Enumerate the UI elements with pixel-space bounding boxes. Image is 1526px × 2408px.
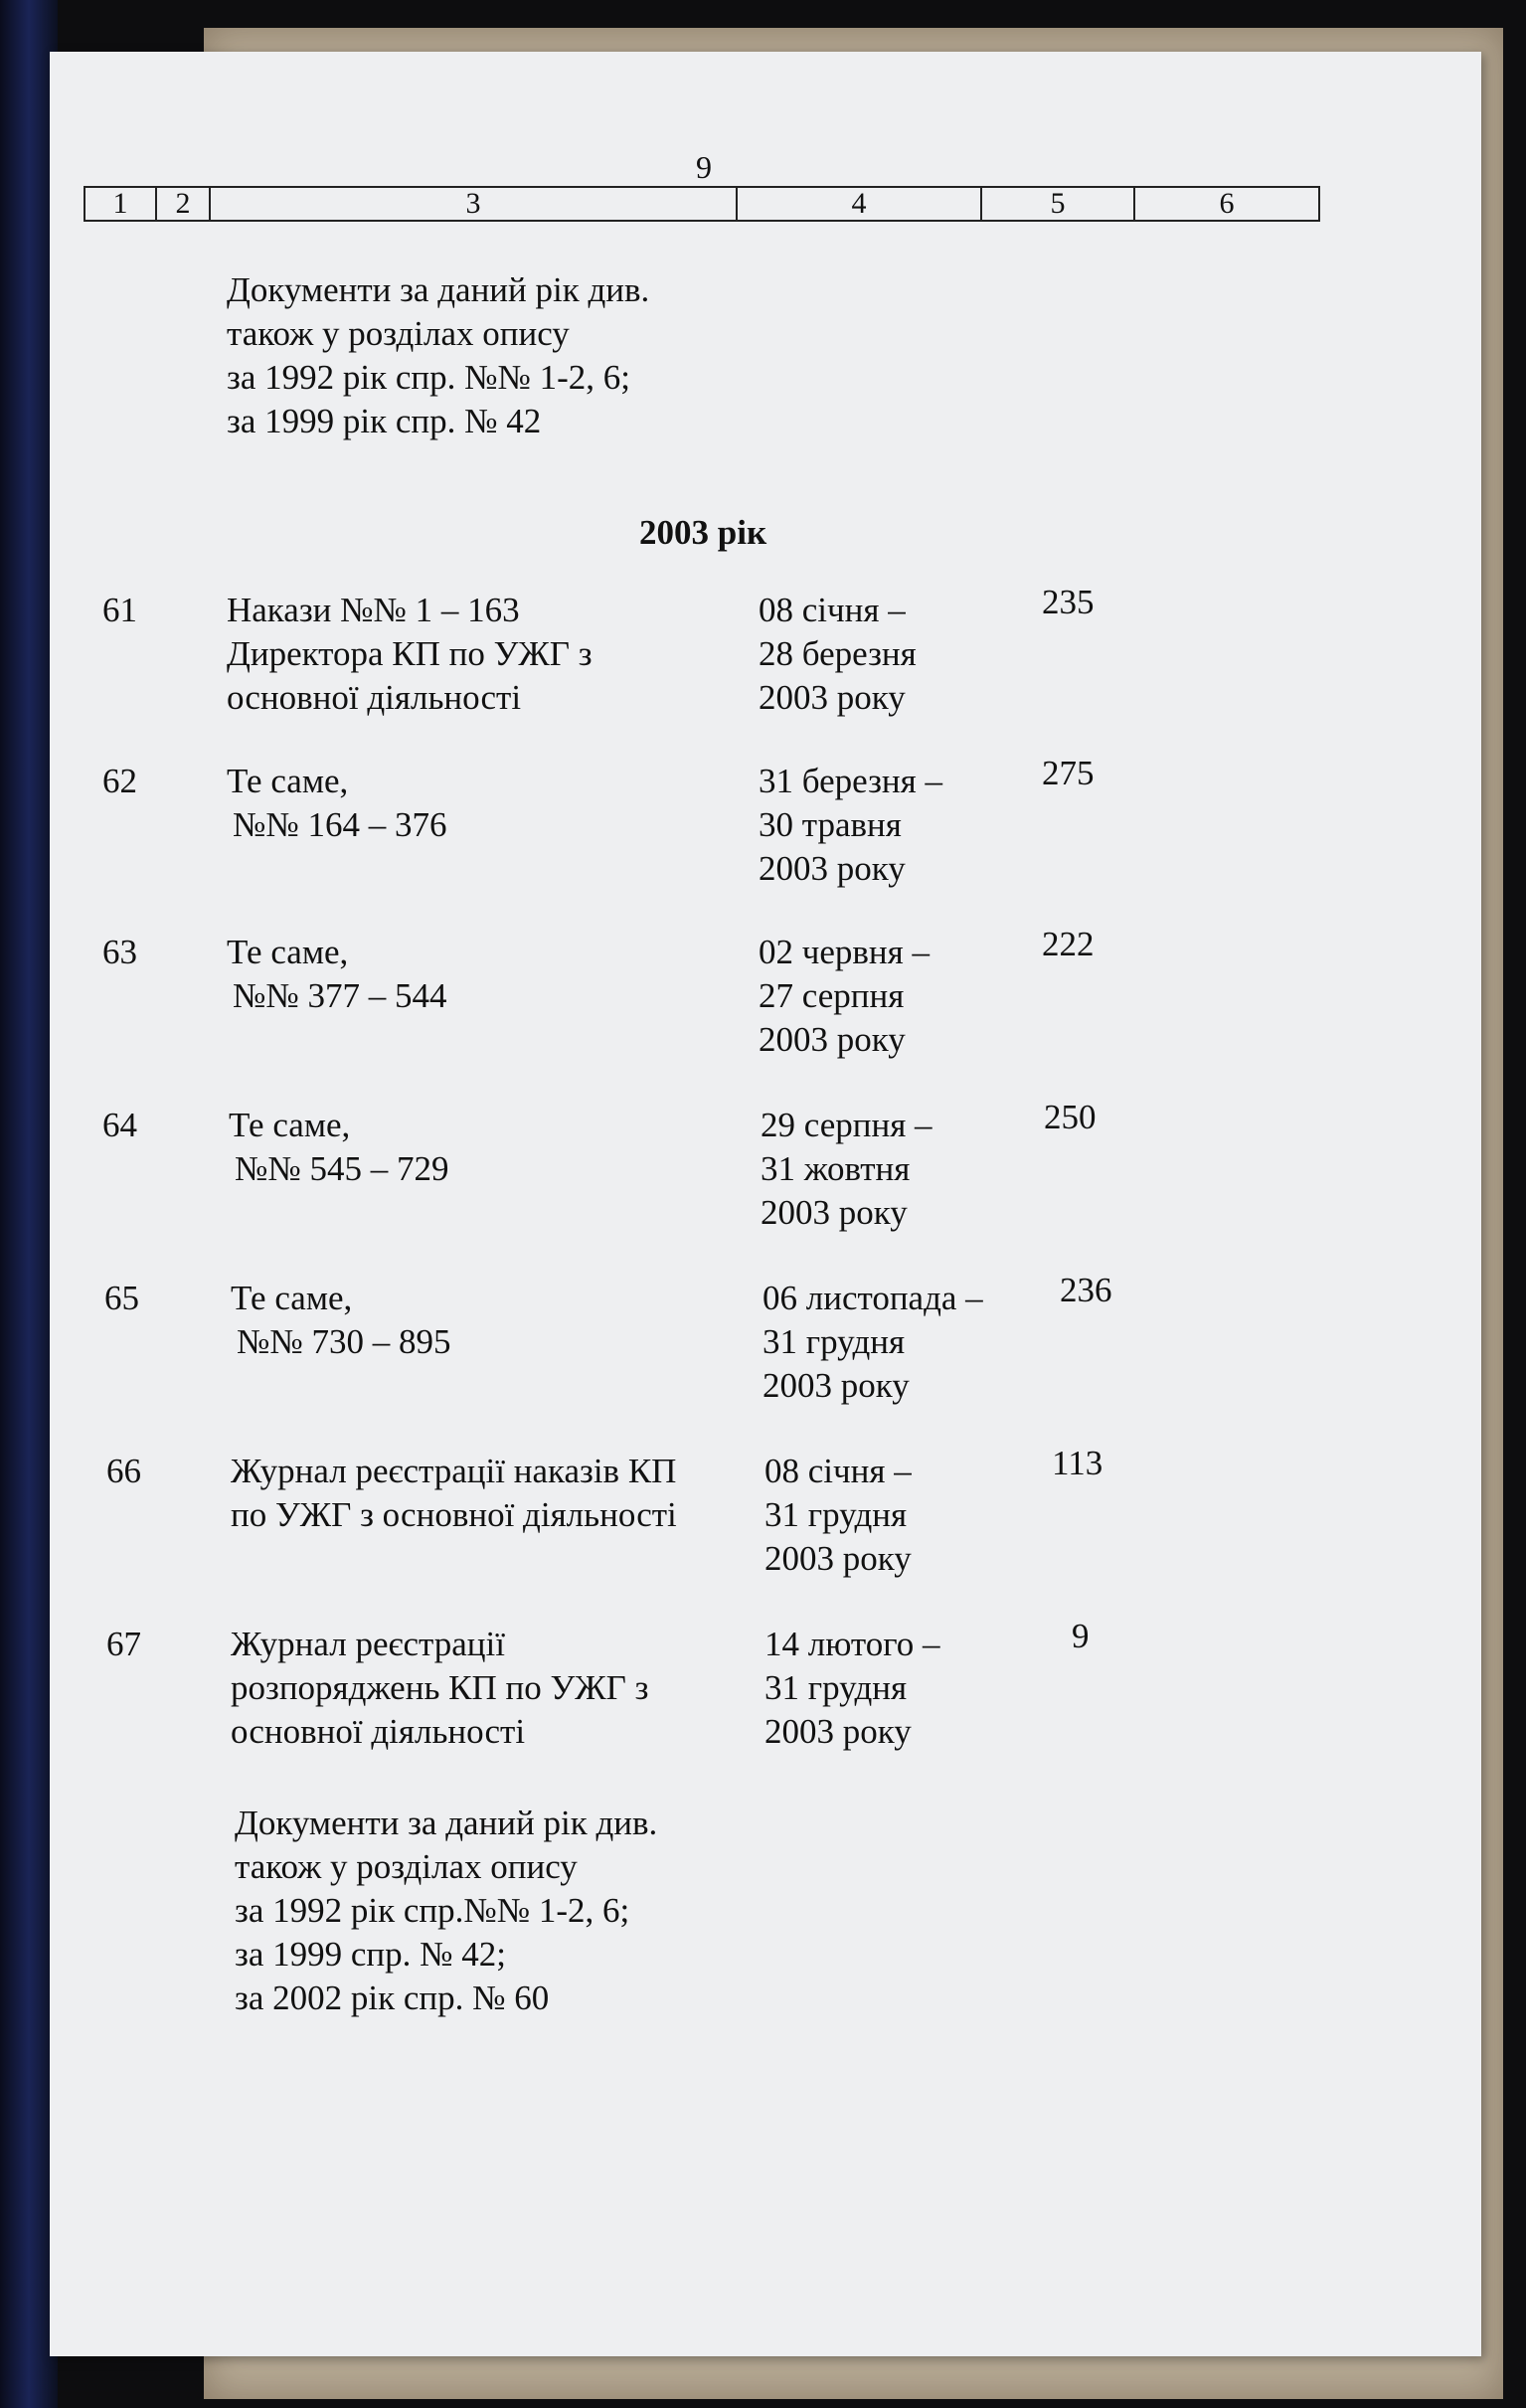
column-header-2: 2 bbox=[157, 188, 211, 220]
entry-date-line: 2003 року bbox=[759, 1020, 906, 1059]
entry-title-line: Журнал реєстрації наказів КП bbox=[231, 1452, 677, 1490]
entry-title-line: Те саме, bbox=[227, 933, 349, 971]
column-header-4: 4 bbox=[738, 188, 982, 220]
entry-sheet-count: 235 bbox=[1042, 583, 1095, 621]
entry-date-line: 27 серпня bbox=[759, 976, 905, 1015]
page-number: 9 bbox=[696, 149, 712, 185]
entry-date-line: 2003 року bbox=[764, 1712, 912, 1751]
entry-date-line: 28 березня bbox=[759, 634, 917, 673]
entry-date-line: 31 грудня bbox=[764, 1668, 908, 1707]
entry-number: 66 bbox=[106, 1452, 141, 1490]
entry-title-line: основної діяльності bbox=[231, 1712, 526, 1751]
intro-note-line: також у розділах опису bbox=[227, 314, 570, 353]
entry-sheet-count: 236 bbox=[1060, 1271, 1112, 1309]
column-header-6: 6 bbox=[1219, 187, 1235, 220]
entry-number: 67 bbox=[106, 1625, 141, 1663]
entry-title-line: Те саме, bbox=[231, 1279, 353, 1317]
entry-title-line: Журнал реєстрації bbox=[231, 1625, 505, 1663]
closing-note-line: також у розділах опису bbox=[235, 1847, 578, 1886]
entry-date-line: 31 грудня bbox=[764, 1495, 908, 1534]
entry-title-line: №№ 730 – 895 bbox=[237, 1322, 451, 1361]
entry-number: 64 bbox=[102, 1106, 137, 1144]
year-heading: 2003 рік bbox=[639, 513, 767, 552]
entry-title-line: Накази №№ 1 – 163 bbox=[227, 591, 520, 629]
intro-note-line: за 1999 рік спр. № 42 bbox=[227, 402, 542, 440]
closing-note-line: за 1999 спр. № 42; bbox=[235, 1935, 506, 1974]
entry-date-line: 2003 року bbox=[759, 678, 906, 717]
entry-number: 61 bbox=[102, 591, 137, 629]
entry-sheet-count: 113 bbox=[1052, 1444, 1103, 1482]
entry-title-line: основної діяльності bbox=[227, 678, 522, 717]
document-page bbox=[50, 52, 1481, 2356]
entry-date-line: 31 грудня bbox=[763, 1322, 906, 1361]
entry-title-line: Директора КП по УЖГ з bbox=[227, 634, 593, 673]
entry-date-line: 30 травня bbox=[759, 805, 902, 844]
entry-sheet-count: 222 bbox=[1042, 925, 1095, 963]
entry-date-line: 02 червня – bbox=[759, 933, 930, 971]
column-header-3: 3 bbox=[211, 188, 738, 220]
closing-note-line: за 1992 рік спр.№№ 1-2, 6; bbox=[235, 1891, 630, 1930]
entry-title-line: Те саме, bbox=[229, 1106, 351, 1144]
entry-title-line: по УЖГ з основної діяльності bbox=[231, 1495, 677, 1534]
entry-title-line: №№ 377 – 544 bbox=[233, 976, 447, 1015]
entry-title-line: №№ 545 – 729 bbox=[235, 1149, 449, 1188]
entry-number: 62 bbox=[102, 762, 137, 800]
closing-note-line: за 2002 рік спр. № 60 bbox=[235, 1978, 550, 2017]
entry-date-line: 08 січня – bbox=[764, 1452, 912, 1490]
column-header-row bbox=[84, 186, 1320, 222]
entry-title-line: Те саме, bbox=[227, 762, 349, 800]
entry-date-line: 14 лютого – bbox=[764, 1625, 940, 1663]
entry-date-line: 2003 року bbox=[759, 849, 906, 888]
closing-note-line: Документи за даний рік див. bbox=[235, 1804, 658, 1842]
entry-date-line: 29 серпня – bbox=[761, 1106, 933, 1144]
entry-sheet-count: 250 bbox=[1044, 1098, 1097, 1136]
entry-date-line: 31 жовтня bbox=[761, 1149, 911, 1188]
entry-date-line: 31 березня – bbox=[759, 762, 942, 800]
entry-date-line: 2003 року bbox=[763, 1366, 910, 1405]
entry-date-line: 2003 року bbox=[764, 1539, 912, 1578]
column-header-1: 1 bbox=[85, 188, 157, 220]
entry-date-line: 08 січня – bbox=[759, 591, 906, 629]
intro-note-line: за 1992 рік спр. №№ 1-2, 6; bbox=[227, 358, 631, 397]
entry-date-line: 06 листопада – bbox=[763, 1279, 983, 1317]
entry-number: 63 bbox=[102, 933, 137, 971]
entry-number: 65 bbox=[104, 1279, 139, 1317]
entry-date-line: 2003 року bbox=[761, 1193, 908, 1232]
column-header-5: 5 bbox=[982, 188, 1135, 220]
intro-note-line: Документи за даний рік див. bbox=[227, 270, 650, 309]
entry-sheet-count: 9 bbox=[1072, 1617, 1090, 1655]
entry-sheet-count: 275 bbox=[1042, 754, 1095, 792]
entry-title-line: розпоряджень КП по УЖГ з bbox=[231, 1668, 649, 1707]
entry-title-line: №№ 164 – 376 bbox=[233, 805, 447, 844]
